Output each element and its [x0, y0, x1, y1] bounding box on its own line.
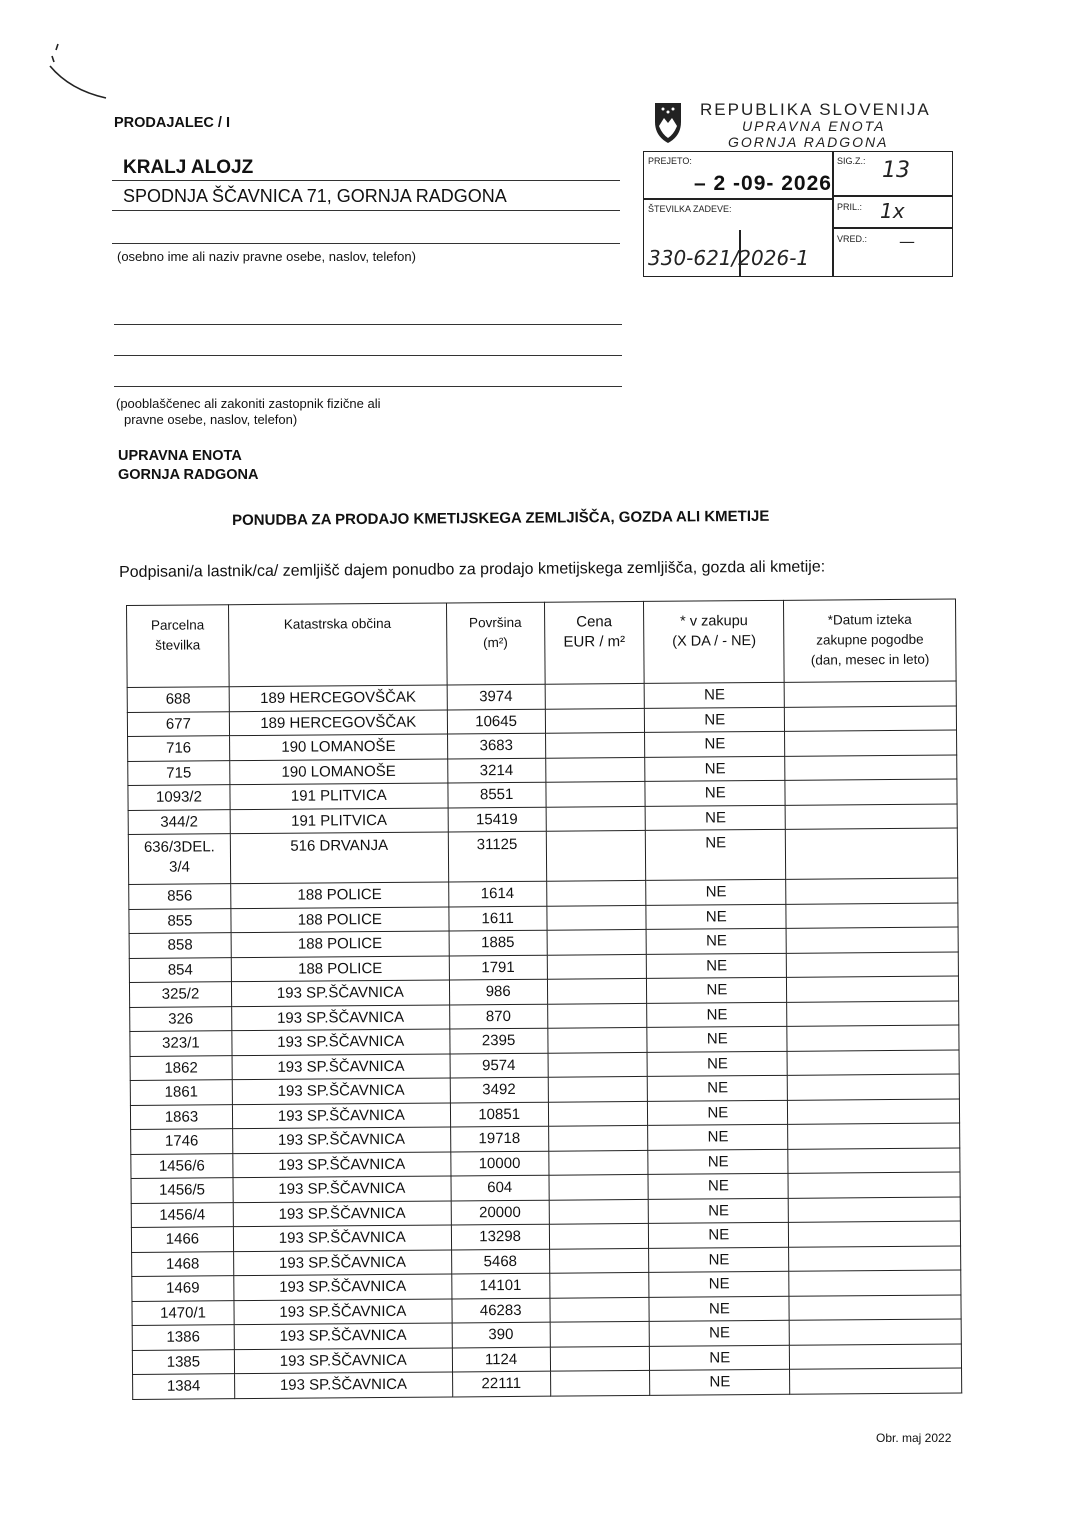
cell-lease: NE [650, 1369, 790, 1395]
cell-lease-expiry [789, 1221, 961, 1247]
cell-price [546, 830, 646, 881]
cell-area: 1885 [449, 930, 547, 955]
sig-label: SIG.Z.: [837, 156, 866, 166]
cell-parcel-number: 1468 [132, 1251, 234, 1276]
cell-price [545, 708, 645, 733]
cell-parcel-number: 858 [129, 933, 231, 958]
cell-lease-expiry [789, 1319, 961, 1345]
cell-cadastral-municipality: 190 LOMANOŠE [230, 758, 448, 784]
cell-lease-expiry [788, 1172, 960, 1198]
cell-lease: NE [649, 1271, 789, 1297]
cell-lease: NE [648, 1100, 788, 1126]
cell-lease: NE [648, 1124, 788, 1150]
cell-area: 1791 [449, 955, 547, 980]
cell-price [548, 1101, 648, 1126]
cell-lease: NE [649, 1198, 789, 1224]
cell-price [545, 732, 645, 757]
cell-cadastral-municipality: 191 PLITVICA [230, 783, 448, 809]
cell-cadastral-municipality: 189 HERCEGOVŠČAK [229, 709, 447, 735]
cell-lease: NE [645, 682, 785, 708]
cell-cadastral-municipality: 193 SP.ŠČAVNICA [232, 1102, 450, 1128]
value-value: — [899, 232, 915, 251]
cell-area: 46283 [452, 1298, 550, 1323]
cell-lease-expiry [789, 1270, 961, 1296]
cell-lease-expiry [788, 1123, 960, 1149]
cell-price [549, 1174, 649, 1199]
cell-lease: NE [645, 756, 785, 782]
cell-parcel-number: 716 [128, 736, 230, 761]
cell-area: 10851 [450, 1102, 548, 1127]
cell-cadastral-municipality: 193 SP.ŠČAVNICA [233, 1151, 451, 1177]
cell-price [545, 683, 645, 708]
cell-lease-expiry [786, 878, 958, 904]
cell-cadastral-municipality: 193 SP.ŠČAVNICA [231, 980, 449, 1006]
table-row [128, 828, 957, 885]
cell-price [547, 954, 647, 979]
cell-lease-expiry [787, 1025, 959, 1051]
cell-cadastral-municipality: 193 SP.ŠČAVNICA [233, 1127, 451, 1153]
cell-lease: NE [650, 1320, 790, 1346]
cell-parcel-number: 1386 [132, 1325, 234, 1350]
cell-lease-expiry [788, 1196, 960, 1222]
cell-price [550, 1297, 650, 1322]
cell-lease: NE [647, 953, 787, 979]
cell-lease: NE [645, 780, 785, 806]
pen-mark-icon [40, 38, 120, 108]
representative-caption-line2: pravne osebe, naslov, telefon) [124, 412, 298, 427]
cell-parcel-number: 856 [129, 884, 231, 909]
cell-cadastral-municipality: 193 SP.ŠČAVNICA [234, 1323, 452, 1349]
cell-price [549, 1272, 649, 1297]
cell-lease: NE [647, 1051, 787, 1077]
cell-lease-expiry [787, 1074, 959, 1100]
cell-lease-expiry [785, 730, 957, 756]
cell-area: 1611 [449, 906, 547, 931]
cell-lease: NE [648, 1173, 788, 1199]
cell-price [548, 1150, 648, 1175]
cell-cadastral-municipality: 516 DRVANJA [230, 832, 448, 884]
case-number-label: ŠTEVILKA ZADEVE: [648, 204, 732, 214]
cell-area: 22111 [452, 1371, 550, 1396]
cell-area: 19718 [450, 1126, 548, 1151]
cell-lease-expiry [786, 828, 958, 879]
cell-area: 3492 [450, 1077, 548, 1102]
cell-cadastral-municipality: 188 POLICE [231, 931, 449, 957]
cell-parcel-number: 1466 [131, 1227, 233, 1252]
cell-area: 1614 [448, 881, 546, 906]
cell-cadastral-municipality: 188 POLICE [231, 906, 449, 932]
cell-price [550, 1370, 650, 1395]
cell-parcel-number: 677 [127, 711, 229, 736]
cell-cadastral-municipality: 193 SP.ŠČAVNICA [233, 1200, 451, 1226]
cell-lease-expiry [788, 1098, 960, 1124]
cell-cadastral-municipality: 188 POLICE [231, 955, 449, 981]
cell-parcel-number: 326 [130, 1006, 232, 1031]
cell-price [546, 806, 646, 831]
cell-lease-expiry [788, 1147, 960, 1173]
cell-price [547, 1003, 647, 1028]
cell-lease-expiry [790, 1343, 962, 1369]
cell-parcel-number: 1863 [130, 1104, 232, 1129]
cell-lease: NE [646, 805, 786, 831]
header-lease-expiry: *Datum izteka zakupne pogodbe (dan, mesec in leto) [784, 599, 956, 682]
cell-lease-expiry [786, 951, 958, 977]
recipient-line2: GORNJA RADGONA [118, 467, 259, 483]
cell-parcel-number: 1456/6 [131, 1153, 233, 1178]
header-parcel-number: Parcelna številka [127, 605, 230, 688]
cell-lease: NE [646, 904, 786, 930]
cell-lease-expiry [786, 902, 958, 928]
cell-lease-expiry [786, 927, 958, 953]
attachments-value: 1x [880, 199, 905, 223]
cell-lease: NE [647, 977, 787, 1003]
cell-area: 13298 [451, 1224, 549, 1249]
cell-lease: NE [647, 928, 787, 954]
cell-parcel-number: 1861 [130, 1080, 232, 1105]
cell-parcel-number: 854 [129, 957, 231, 982]
cell-price [545, 781, 645, 806]
cell-lease: NE [648, 1075, 788, 1101]
cell-area: 3974 [447, 684, 545, 709]
cell-price [547, 978, 647, 1003]
parcels-table [126, 598, 962, 1399]
cell-price [549, 1223, 649, 1248]
cell-cadastral-municipality: 193 SP.ŠČAVNICA [234, 1347, 452, 1373]
cell-lease-expiry [787, 976, 959, 1002]
cell-price [547, 1027, 647, 1052]
cell-cadastral-municipality: 193 SP.ŠČAVNICA [233, 1225, 451, 1251]
cell-area: 15419 [448, 807, 546, 832]
stamp-title: REPUBLIKA SLOVENIJA [700, 100, 931, 119]
cell-parcel-number: 1093/2 [128, 785, 230, 810]
stamp-subtitle-2: GORNJA RADGONA [728, 134, 889, 150]
cell-lease-expiry [785, 754, 957, 780]
cell-lease: NE [646, 879, 786, 905]
cell-cadastral-municipality: 193 SP.ŠČAVNICA [232, 1078, 450, 1104]
cell-lease: NE [650, 1345, 790, 1371]
cell-area: 3683 [447, 733, 545, 758]
cell-cadastral-municipality: 193 SP.ŠČAVNICA [232, 1053, 450, 1079]
cell-parcel-number: 323/1 [130, 1031, 232, 1056]
cell-price [547, 929, 647, 954]
header-area: Površina (m²) [446, 602, 545, 685]
form-version-note: Obr. maj 2022 [876, 1431, 952, 1445]
cell-parcel-number: 688 [127, 687, 229, 712]
cell-area: 986 [449, 979, 547, 1004]
cell-parcel-number: 1384 [133, 1374, 235, 1399]
cell-lease-expiry [787, 1000, 959, 1026]
cell-lease-expiry [789, 1245, 961, 1271]
cell-area: 10645 [447, 709, 545, 734]
attachments-label: PRIL.: [837, 202, 863, 212]
cell-price [548, 1076, 648, 1101]
cell-price [549, 1248, 649, 1273]
cell-area: 870 [449, 1004, 547, 1029]
cell-price [546, 905, 646, 930]
cell-area: 3214 [447, 758, 545, 783]
cell-parcel-number: 325/2 [129, 982, 231, 1007]
cell-cadastral-municipality: 193 SP.ŠČAVNICA [232, 1029, 450, 1055]
coat-of-arms-icon [650, 100, 686, 146]
cell-price [548, 1052, 648, 1077]
cell-price [550, 1321, 650, 1346]
cell-parcel-number: 715 [128, 760, 230, 785]
cell-cadastral-municipality: 193 SP.ŠČAVNICA [234, 1372, 452, 1398]
table-row [133, 1368, 962, 1399]
seller-label: PRODAJALEC / I [114, 115, 231, 131]
cell-area: 10000 [451, 1151, 549, 1176]
sig-value: 13 [882, 158, 910, 183]
cell-parcel-number: 1385 [132, 1349, 234, 1374]
cell-cadastral-municipality: 193 SP.ŠČAVNICA [234, 1249, 452, 1275]
representative-caption-line1: (pooblaščenec ali zakoniti zastopnik fizične ali [116, 396, 381, 411]
seller-name: KRALJ ALOJZ [123, 157, 254, 178]
cell-cadastral-municipality: 191 PLITVICA [230, 807, 448, 833]
cell-cadastral-municipality: 193 SP.ŠČAVNICA [233, 1176, 451, 1202]
header-cadastral-municipality: Katastrska občina [228, 603, 446, 687]
cell-lease: NE [646, 829, 786, 880]
value-label: VRED.: [837, 234, 868, 244]
cell-area: 5468 [451, 1249, 549, 1274]
cell-parcel-number: 1456/4 [131, 1202, 233, 1227]
cell-price [549, 1199, 649, 1224]
cell-parcel-number: 855 [129, 908, 231, 933]
cell-price [545, 757, 645, 782]
cell-parcel-number: 1746 [131, 1129, 233, 1154]
table-header-row [127, 599, 957, 688]
cell-area: 390 [452, 1322, 550, 1347]
intro-text: Podpisani/a lastnik/ca/ zemljišč dajem ponudbo za prodajo kmetijskega zemljišča, gozda ali kmetije: [119, 558, 826, 581]
cell-parcel-number: 344/2 [128, 809, 230, 834]
cell-area: 1124 [452, 1347, 550, 1372]
cell-price [550, 1346, 650, 1371]
document-title: PONUDBA ZA PRODAJO KMETIJSKEGA ZEMLJIŠČA, GOZDA ALI KMETIJE [232, 507, 770, 529]
cell-lease: NE [649, 1222, 789, 1248]
cell-lease-expiry [784, 681, 956, 707]
cell-parcel-number: 1470/1 [132, 1300, 234, 1325]
cell-area: 604 [451, 1175, 549, 1200]
cell-lease: NE [647, 1026, 787, 1052]
stamp-subtitle: UPRAVNA ENOTA [742, 118, 886, 134]
cell-area: 20000 [451, 1200, 549, 1225]
cell-cadastral-municipality: 190 LOMANOŠE [229, 734, 447, 760]
cell-lease-expiry [787, 1049, 959, 1075]
registry-stamp-box [643, 151, 953, 277]
header-price: Cena EUR / m² [544, 601, 644, 684]
cell-lease: NE [647, 1002, 787, 1028]
seller-address: SPODNJA ŠČAVNICA 71, GORNJA RADGONA [123, 186, 507, 206]
cell-cadastral-municipality: 193 SP.ŠČAVNICA [234, 1274, 452, 1300]
cell-lease-expiry [785, 705, 957, 731]
cell-cadastral-municipality: 188 POLICE [231, 882, 449, 908]
cell-parcel-number: 1862 [130, 1055, 232, 1080]
cell-price [548, 1125, 648, 1150]
cell-lease: NE [649, 1296, 789, 1322]
cell-area: 9574 [450, 1053, 548, 1078]
recipient-line1: UPRAVNA ENOTA [118, 448, 242, 464]
case-number-value: 330-621/2026-1 [648, 246, 810, 270]
cell-lease: NE [645, 731, 785, 757]
cell-parcel-number: 1469 [132, 1276, 234, 1301]
cell-lease: NE [649, 1247, 789, 1273]
cell-lease-expiry [785, 803, 957, 829]
seller-caption: (osebno ime ali naziv pravne osebe, naslov, telefon) [117, 249, 416, 264]
cell-parcel-number: 1456/5 [131, 1178, 233, 1203]
received-date: – 2 -09- 2026 [694, 172, 832, 195]
cell-parcel-number: 636/3DEL. 3/4 [128, 834, 230, 885]
cell-lease-expiry [790, 1368, 962, 1394]
cell-lease-expiry [789, 1294, 961, 1320]
header-lease: * v zakupu (X DA / - NE) [644, 600, 784, 683]
cell-lease-expiry [785, 779, 957, 805]
cell-cadastral-municipality: 189 HERCEGOVŠČAK [229, 685, 447, 711]
cell-lease: NE [648, 1149, 788, 1175]
cell-area: 31125 [448, 831, 546, 882]
cell-cadastral-municipality: 193 SP.ŠČAVNICA [234, 1298, 452, 1324]
cell-area: 14101 [451, 1273, 549, 1298]
cell-area: 8551 [448, 782, 546, 807]
cell-cadastral-municipality: 193 SP.ŠČAVNICA [232, 1004, 450, 1030]
cell-lease: NE [645, 707, 785, 733]
cell-area: 2395 [450, 1028, 548, 1053]
cell-price [546, 880, 646, 905]
received-label: PREJETO: [648, 156, 692, 166]
